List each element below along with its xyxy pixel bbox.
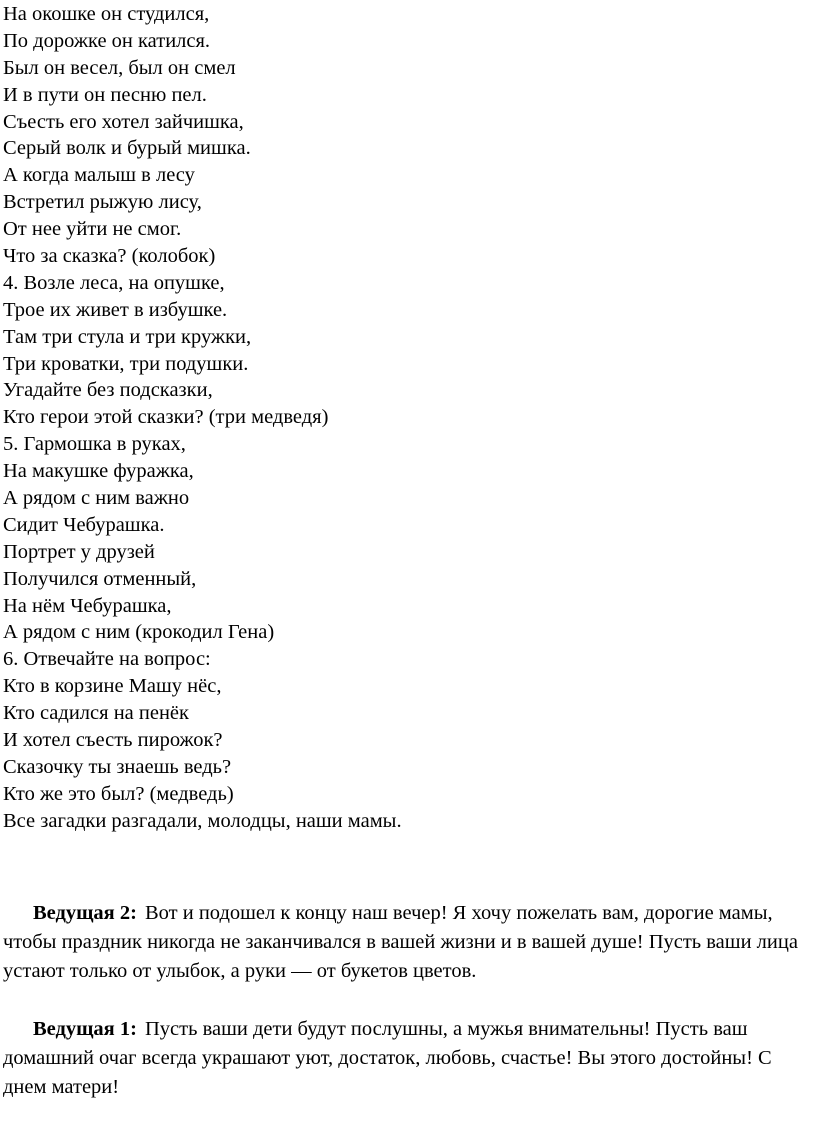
paragraph-text: Пусть ваши дети будут послушны, а мужья внимательны! Пусть ваш домашний очаг всегда украшают уют, достаток, любовь, счастье! Вы этого достойны! С днем матери!	[3, 1018, 772, 1098]
poem-line: Сказочку ты знаешь ведь?	[3, 755, 232, 778]
poem-line: На нём Чебурашка,	[3, 594, 172, 617]
poem-lines	[3, 1, 402, 835]
poem-line: Серый волк и бурый мишка.	[3, 137, 251, 160]
poem-line: 5. Гармошка в руках,	[3, 433, 186, 456]
poem-line: 6. Отвечайте на вопрос:	[3, 648, 211, 671]
poem-line: Все загадки разгадали, молодцы, наши мамы.	[3, 809, 402, 832]
poem-line: Встретил рыжую лису,	[3, 191, 202, 214]
poem-line: 4. Возле леса, на опушке,	[3, 271, 225, 294]
paragraph-host-1	[3, 1015, 813, 1102]
poem-line: Был он весел, был он смел	[3, 56, 236, 79]
poem-line: Там три стула и три кружки,	[3, 325, 252, 348]
poem-line: Кто герои этой сказки? (три медведя)	[3, 406, 329, 429]
poem-line: Кто же это был? (медведь)	[3, 782, 234, 805]
poem-line: Получился отменный,	[3, 567, 197, 590]
speaker-label: Ведущая 1:	[33, 1018, 137, 1040]
poem-line: Трое их живет в избушке.	[3, 298, 228, 321]
poem-line: На окошке он студился,	[3, 3, 210, 25]
poem-line: И хотел съесть пирожок?	[3, 729, 223, 752]
poem-line: Портрет у друзей	[3, 540, 155, 563]
poem-line: И в пути он песню пел.	[3, 83, 207, 106]
poem-line: Кто в корзине Машу нёс,	[3, 675, 222, 698]
poem-line: На макушке фуражка,	[3, 460, 194, 483]
poem-line: А когда малыш в лесу	[3, 164, 195, 187]
poem-line: Съесть его хотел зайчишка,	[3, 110, 244, 133]
poem-line: По дорожке он катился.	[3, 29, 211, 52]
poem-line: Три кроватки, три подушки.	[3, 352, 249, 375]
poem-line: Что за сказка? (колобок)	[3, 245, 216, 268]
poem-line: Кто садился на пенёк	[3, 702, 189, 725]
paragraph-text: Вот и подошел к концу наш вечер! Я хочу пожелать вам, дорогие мамы, чтобы праздник никогда не заканчивался в вашей жизни и в вашей душе! Пусть ваши лица устают только от улыбок, а руки — от букетов цветов.	[3, 902, 798, 982]
poem-line: Сидит Чебурашка.	[3, 513, 165, 536]
poem-line: Угадайте без подсказки,	[3, 379, 213, 402]
speaker-label: Ведущая 2:	[33, 902, 137, 924]
poem-line: А рядом с ним (крокодил Гена)	[3, 621, 275, 644]
poem-line: А рядом с ним важно	[3, 487, 190, 510]
poem-line: От нее уйти не смог.	[3, 218, 182, 241]
paragraph-host-2	[3, 899, 813, 986]
